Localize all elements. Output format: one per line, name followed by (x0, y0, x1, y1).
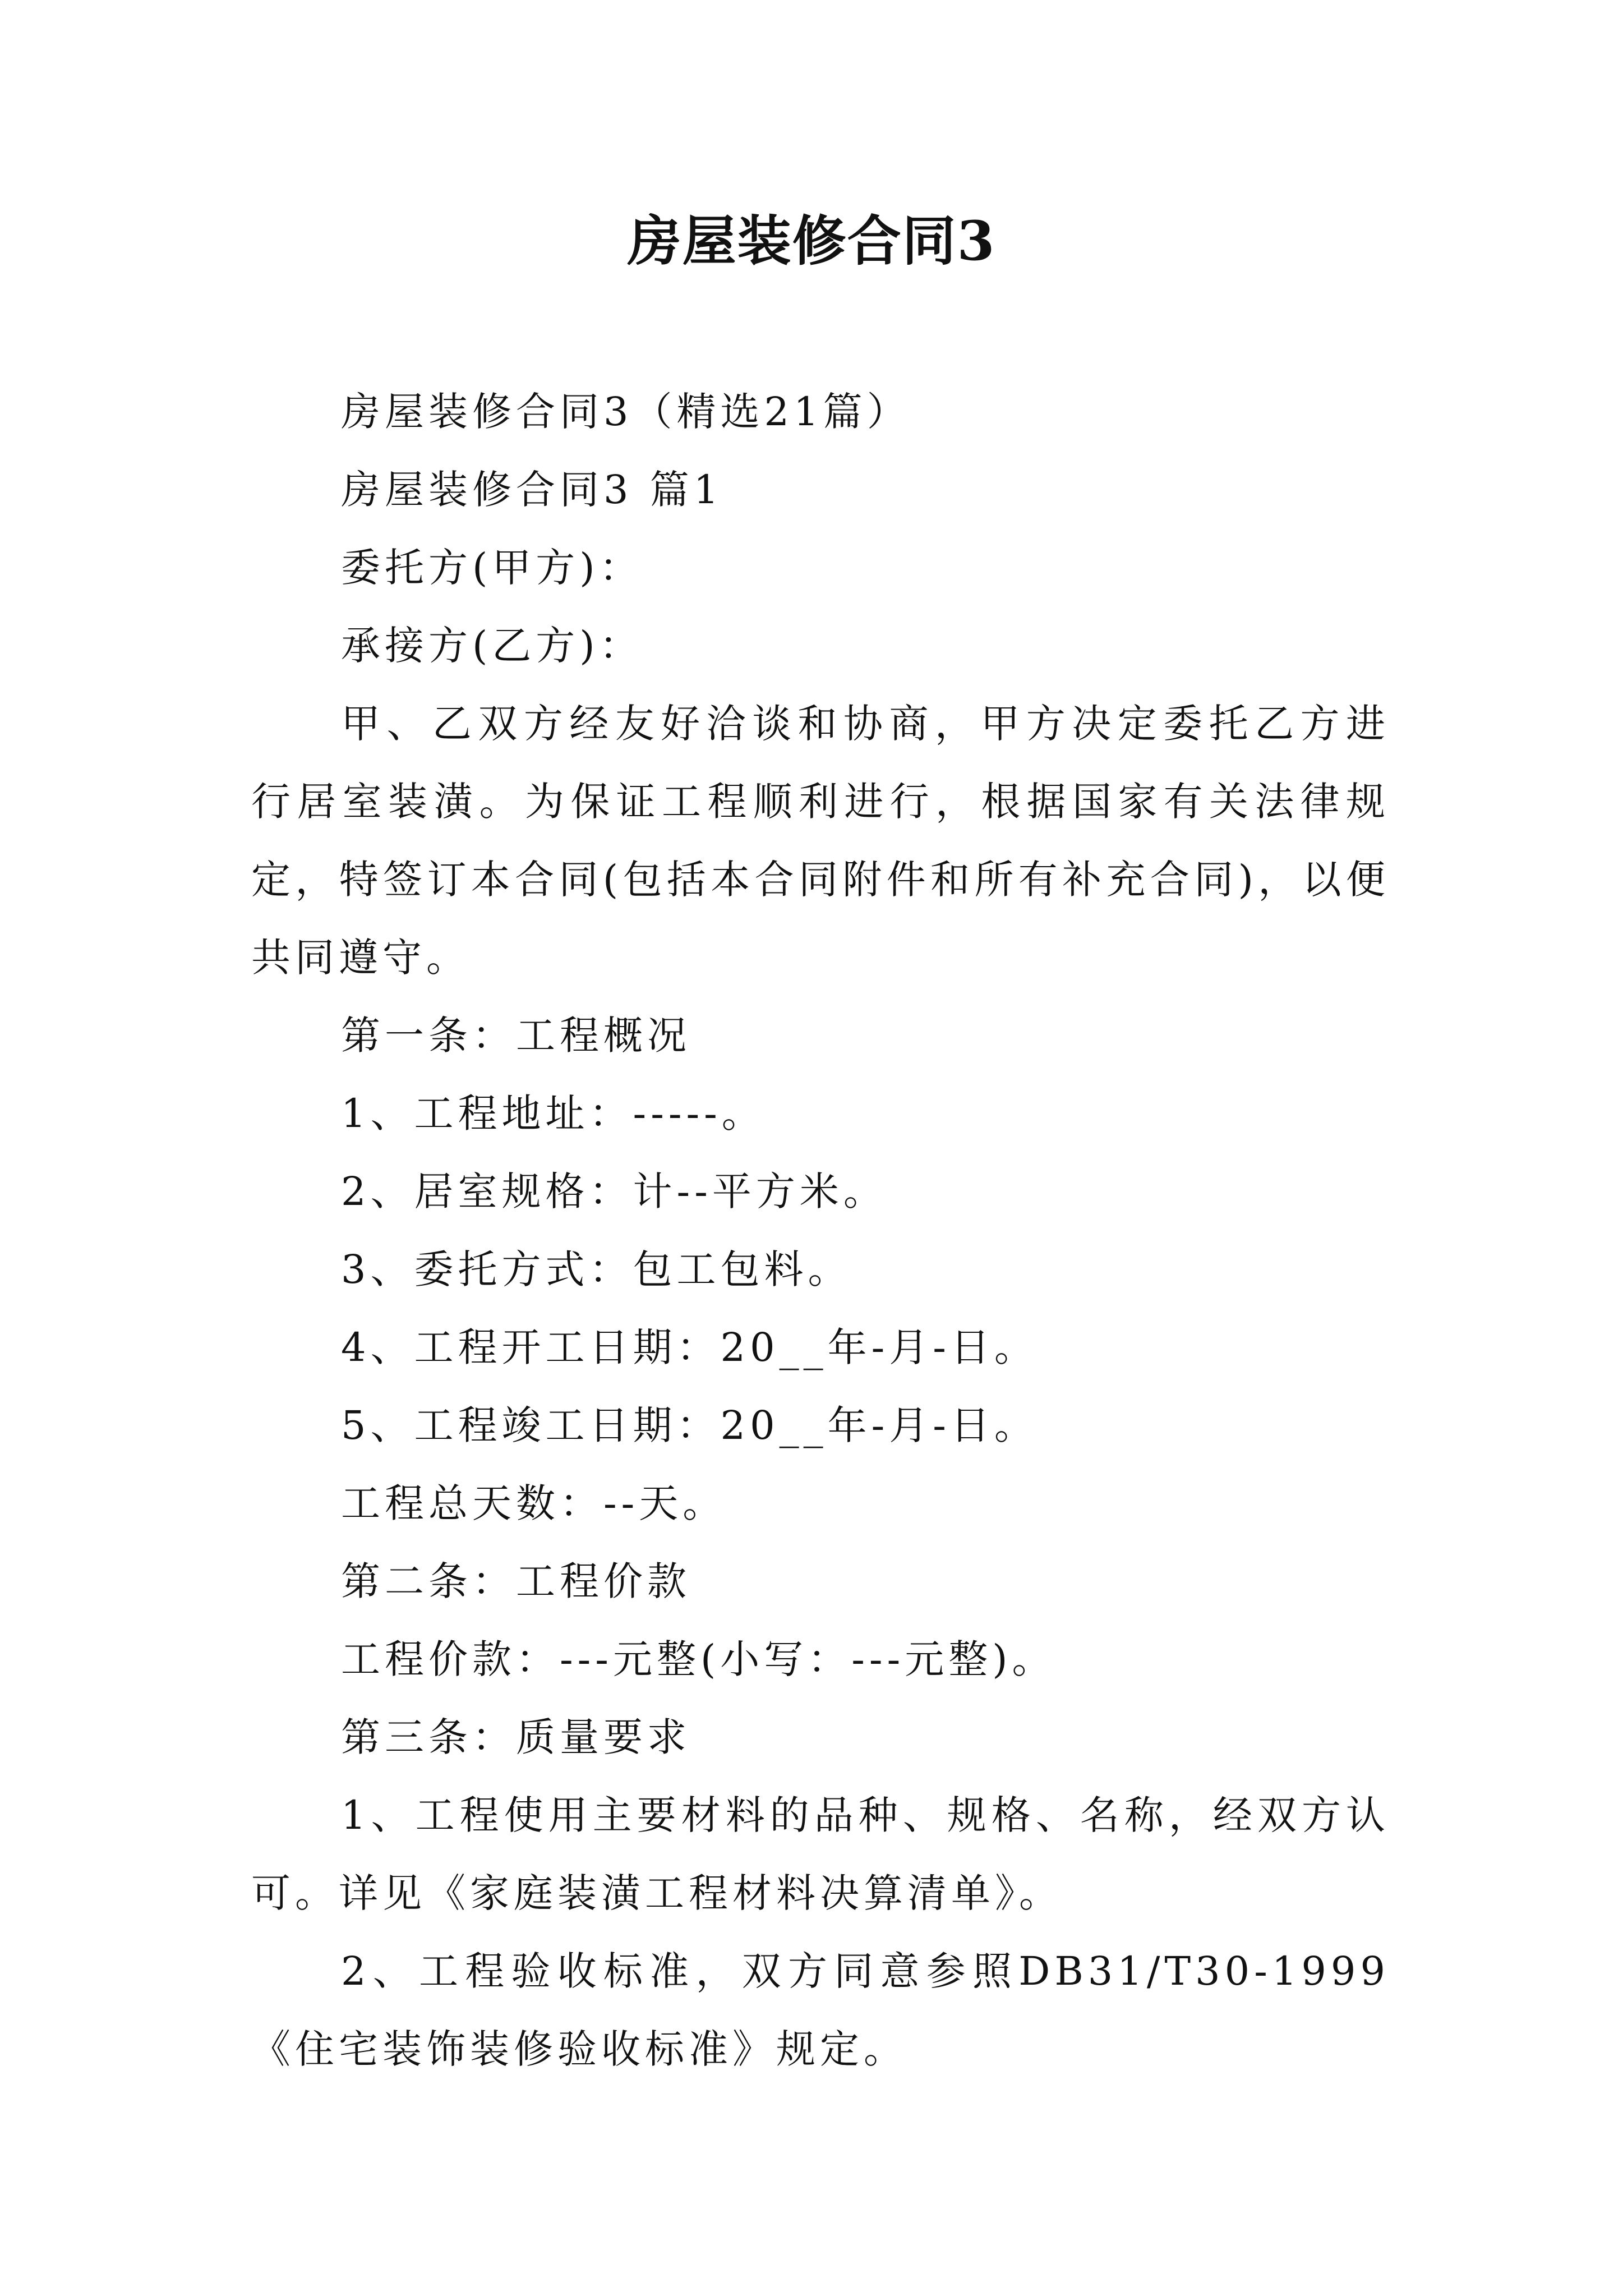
paragraph-total-days: 工程总天数：--天。 (341, 1480, 727, 1526)
paragraph-project-address: 1、工程地址：-----。 (341, 1091, 766, 1137)
paragraph-commission-method: 3、委托方式：包工包料。 (341, 1246, 852, 1292)
paragraph-article-2-heading: 第二条：工程价款 (341, 1558, 691, 1604)
document-body (251, 373, 1390, 2088)
paragraph-party-b: 承接方(乙方)： (341, 623, 643, 669)
paragraph-article-3-heading: 第三条：质量要求 (341, 1714, 691, 1760)
paragraph-party-a: 委托方(甲方)： (341, 545, 643, 591)
paragraph-room-spec: 2、居室规格：计--平方米。 (341, 1168, 887, 1214)
paragraph-section-heading: 房屋装修合同3 篇1 (341, 467, 723, 513)
paragraph-acceptance-standard: 2、工程验收标准，双方同意参照DB31/T30-1999《住宅装饰装修验收标准》规定。 (251, 1948, 1390, 2072)
paragraph-project-price: 工程价款：---元整(小写：---元整)。 (341, 1636, 1056, 1682)
paragraph-materials: 1、工程使用主要材料的品种、规格、名称，经双方认可。详见《家庭装潢工程材料决算清单》。 (251, 1792, 1390, 1916)
paragraph-subtitle: 房屋装修合同3（精选21篇） (341, 389, 911, 435)
paragraph-start-date: 4、工程开工日期：20__年-月-日。 (341, 1324, 1038, 1370)
paragraph-completion-date: 5、工程竣工日期：20__年-月-日。 (341, 1402, 1038, 1448)
document-title: 房屋装修合同3 (627, 209, 996, 273)
paragraph-preamble: 甲、乙双方经友好洽谈和协商，甲方决定委托乙方进行居室装潢。为保证工程顺利进行，根据国家有关法律规定，特签订本合同(包括本合同附件和所有补充合同)，以便共同遵守。 (251, 701, 1390, 981)
paragraph-article-1-heading: 第一条：工程概况 (341, 1013, 691, 1059)
